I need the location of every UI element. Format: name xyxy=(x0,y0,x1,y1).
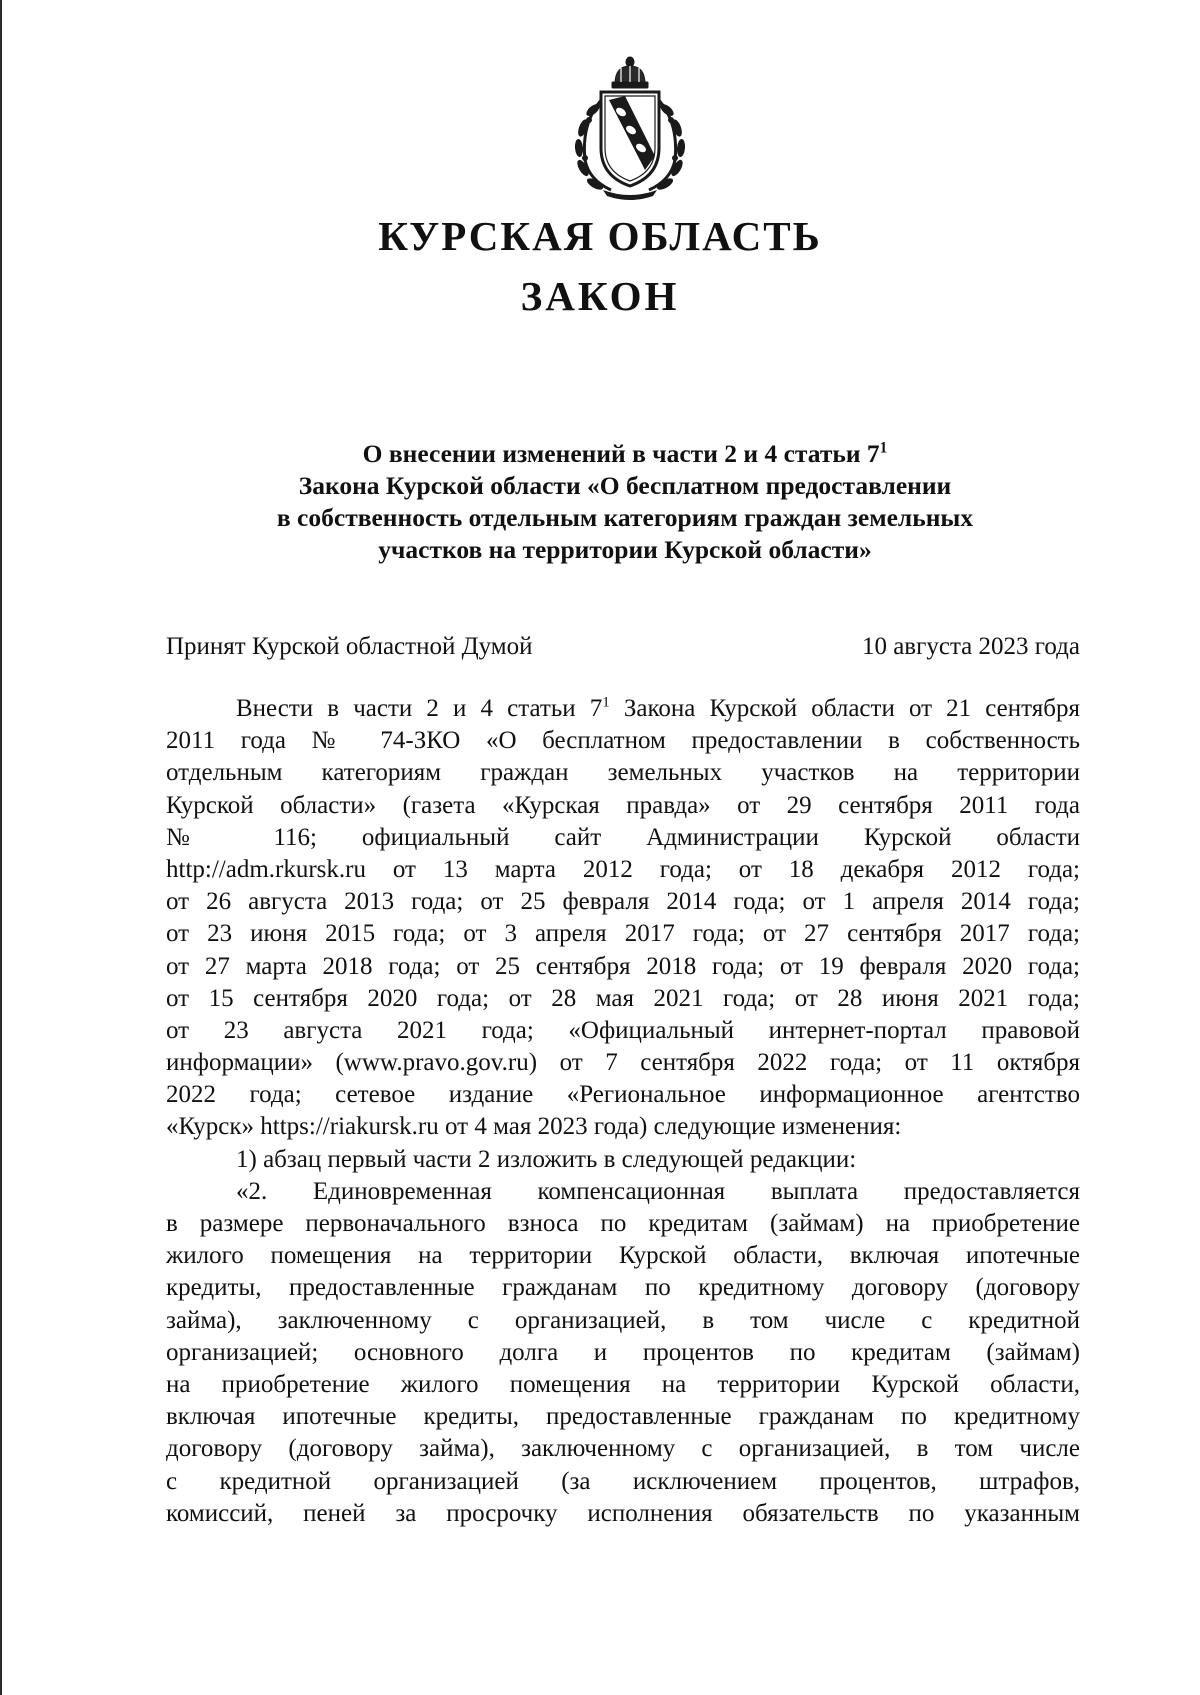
article-superscript: 1 xyxy=(879,439,888,457)
body-line: на приобретение жилого помещения на территории Курской области, xyxy=(166,1370,1080,1398)
body-line: отдельным категориям граждан земельных участков на территории xyxy=(166,759,1080,787)
body-line: организацией; основного долга и процентов по кредитам (займам) xyxy=(166,1338,1080,1366)
body-line: «2. Единовременная компенсационная выплата предоставляется xyxy=(236,1177,1080,1205)
heading-line: в собственность отдельным категориям граждан земельных xyxy=(276,503,974,532)
body-line: включая ипотечные кредиты, предоставленные гражданам по кредитному xyxy=(166,1403,1080,1431)
adoption-date: 10 августа 2023 года xyxy=(861,633,1080,660)
heading-line: участков на территории Курской области» xyxy=(378,535,872,564)
body-line: 1) абзац первый части 2 изложить в следующей редакции: xyxy=(236,1145,857,1173)
body-line-part: Закона Курской области от 21 сентября xyxy=(609,695,1080,722)
body-line xyxy=(166,693,1080,725)
body-line: от 15 сентября 2020 года; от 28 мая 2021 года; от 28 июня 2021 года; xyxy=(166,984,1080,1012)
body-line-part: Внести в части 2 и 4 статьи 7 xyxy=(236,695,603,722)
body-line: «Курск» https://riakursk.ru от 4 мая 2023 года) следующие изменения: xyxy=(166,1113,902,1141)
body-line: с кредитной организацией (за исключением процентов, штрафов, xyxy=(166,1467,1080,1495)
body-line: от 23 июня 2015 года; от 3 апреля 2017 года; от 27 сентября 2017 года; xyxy=(166,920,1080,948)
heading-line: Закона Курской области «О бесплатном предоставлении xyxy=(298,471,952,500)
body-line: кредиты, предоставленные гражданам по кредитному договору (договору xyxy=(166,1274,1080,1302)
adopted-by: Принят Курской областной Думой xyxy=(166,633,533,660)
body-line: жилого помещения на территории Курской области, включая ипотечные xyxy=(166,1242,1080,1270)
body-line: комиссий, пеней за просрочку исполнения обязательств по указанным xyxy=(166,1499,1080,1527)
law-body xyxy=(166,693,1080,1530)
body-line: 2022 года; сетевое издание «Региональное информационное агентство xyxy=(166,1081,1080,1109)
body-line: http://adm.rkursk.ru от 13 марта 2012 года; от 18 декабря 2012 года; xyxy=(166,855,1080,883)
heading-line-text: О внесении изменений в части 2 и 4 статьи 7 xyxy=(362,439,880,468)
body-line: информации» (www.pravo.gov.ru) от 7 сентября 2022 года; от 11 октября xyxy=(166,1049,1080,1077)
body-line: от 23 августа 2021 года; «Официальный интернет-портал правовой xyxy=(166,1016,1080,1044)
body-line: № 116; официальный сайт Администрации Курской области xyxy=(166,823,1080,851)
heading-line xyxy=(200,438,1050,470)
body-line: от 27 марта 2018 года; от 25 сентября 2018 года; от 19 февраля 2020 года; xyxy=(166,952,1080,980)
law-heading xyxy=(200,438,1050,566)
body-line: от 26 августа 2013 года; от 25 февраля 2014 года; от 1 апреля 2014 года; xyxy=(166,888,1080,916)
coat-of-arms-icon xyxy=(559,52,701,200)
adoption-info xyxy=(166,631,1080,663)
body-line: в размере первоначального взноса по кредитам (займам) на приобретение xyxy=(166,1210,1080,1237)
article-superscript: 1 xyxy=(602,694,610,711)
body-line: Курской области» (газета «Курская правда» от 29 сентября 2011 года xyxy=(166,791,1080,819)
body-line: займа), заключенному с организацией, в том числе с кредитной xyxy=(166,1306,1080,1334)
region-title: КУРСКАЯ ОБЛАСТЬ xyxy=(378,213,822,259)
body-line: договору (договору займа), заключенному с организацией, в том числе xyxy=(166,1435,1080,1463)
document-type: ЗАКОН xyxy=(520,273,680,319)
body-line: 2011 года № 74-ЗКО «О бесплатном предоставлении в собственность xyxy=(166,727,1080,755)
